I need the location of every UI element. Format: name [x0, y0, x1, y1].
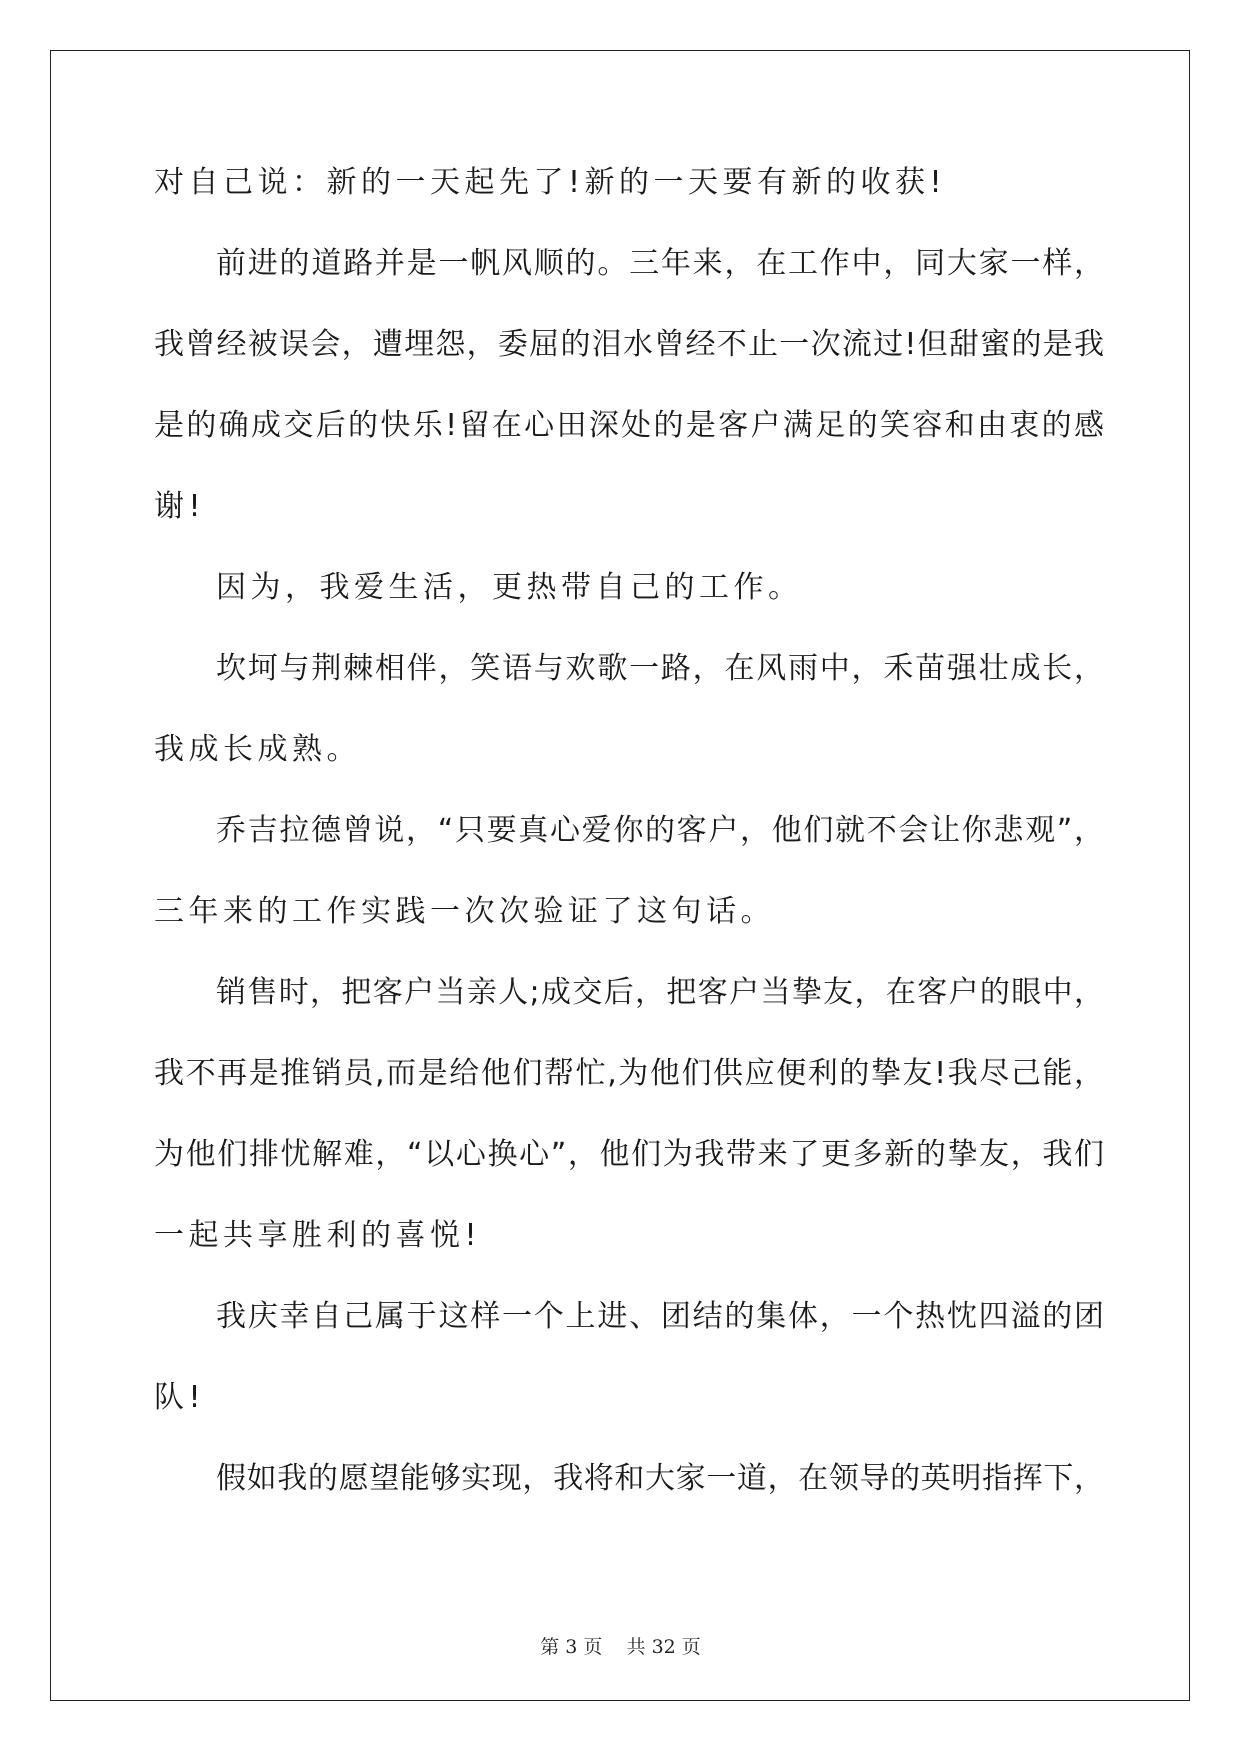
page-footer	[0, 1632, 1241, 1659]
document-body	[154, 165, 1104, 1542]
text-line: 我不再是推销员,而是给他们帮忙,为他们供应便利的挚友!我尽己能，	[154, 1056, 1104, 1091]
text-line: 三年来的工作实践一次次验证了这句话。	[154, 894, 775, 929]
text-line: 假如我的愿望能够实现，我将和大家一道，在领导的英明指挥下，	[216, 1461, 1104, 1496]
text-line: 我庆幸自己属于这样一个上进、团结的集体，一个热忱四溢的团	[216, 1299, 1104, 1334]
text-line: 乔吉拉德曾说，“只要真心爱你的客户，他们就不会让你悲观”，	[216, 813, 1104, 848]
text-line: 一起共享胜利的喜悦!	[154, 1218, 482, 1253]
page-total: 共 32 页	[626, 1636, 701, 1658]
text-line: 坎坷与荆棘相伴，笑语与欢歌一路，在风雨中，禾苗强壮成长，	[216, 651, 1104, 686]
text-line: 我曾经被误会，遭埋怨，委屈的泪水曾经不止一次流过!但甜蜜的是我	[154, 327, 1104, 362]
text-line: 是的确成交后的快乐!留在心田深处的是客户满足的笑容和由衷的感	[154, 408, 1104, 443]
text-line: 为他们排忧解难，“以心换心”，他们为我带来了更多新的挚友，我们	[154, 1137, 1104, 1172]
text-line: 对自己说：新的一天起先了!新的一天要有新的收获!	[154, 165, 947, 200]
text-line: 因为，我爱生活，更热带自己的工作。	[216, 570, 803, 605]
text-line: 我成长成熟。	[154, 732, 361, 767]
text-line: 销售时，把客户当亲人;成交后，把客户当挚友，在客户的眼中，	[216, 975, 1104, 1010]
page-number: 第 3 页	[540, 1636, 603, 1658]
text-line: 前进的道路并是一帆风顺的。三年来，在工作中，同大家一样，	[216, 246, 1104, 281]
text-line: 队!	[154, 1380, 206, 1415]
text-line: 谢!	[154, 489, 206, 524]
